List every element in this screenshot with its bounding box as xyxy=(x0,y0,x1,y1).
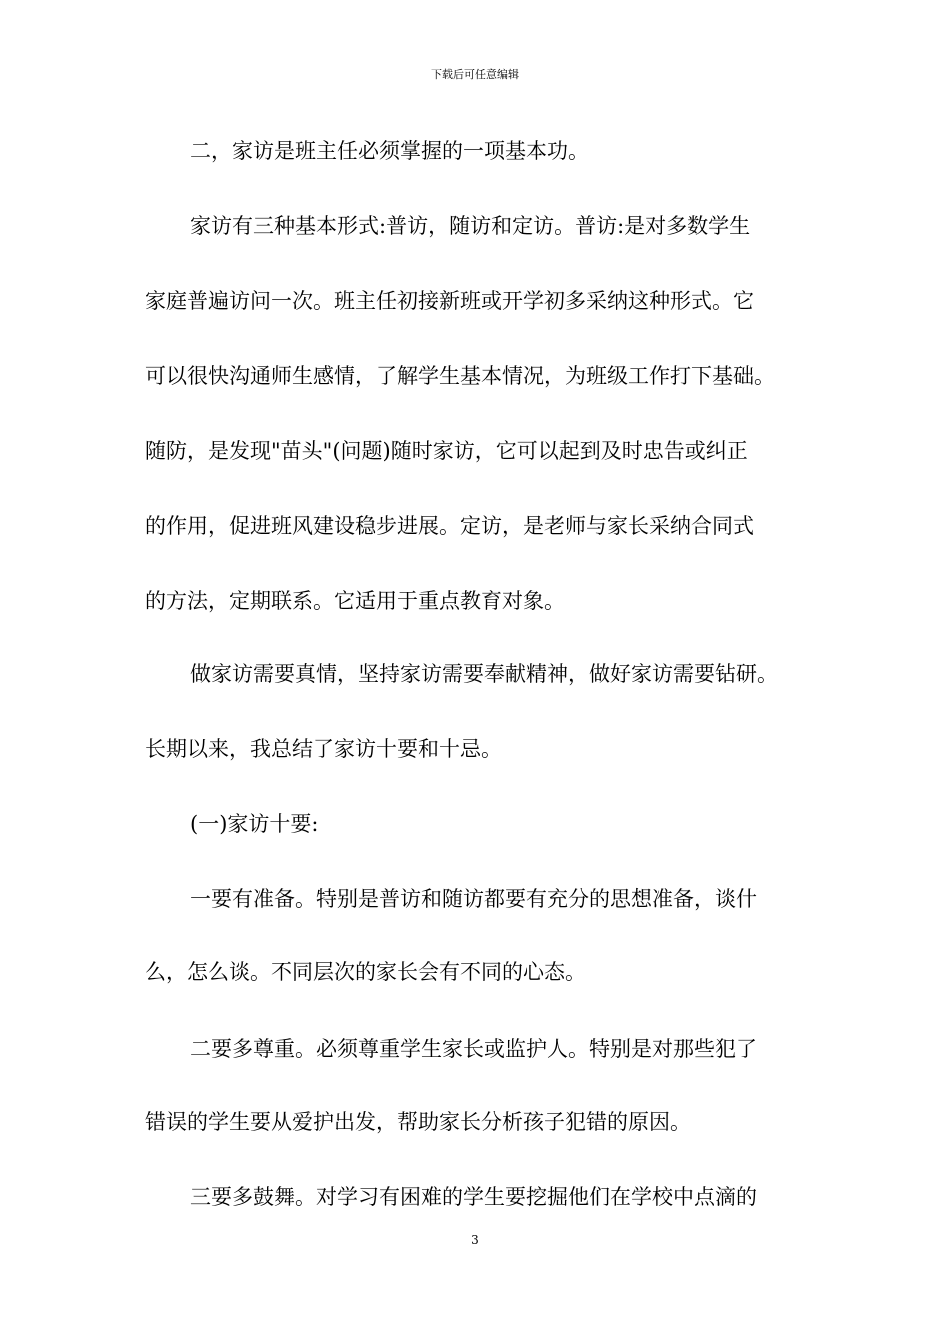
text-line: 家访有三种基本形式:普访，随访和定访。普访:是对多数学生 xyxy=(190,214,751,238)
text-line: 长期以来，我总结了家访十要和十忌。 xyxy=(145,737,502,761)
text-line: 么，怎么谈。不同层次的家长会有不同的心态。 xyxy=(145,960,586,984)
text-line: 随防，是发现"苗头"(问题)随时家访，它可以起到及时忠告或纠正 xyxy=(145,439,748,463)
text-line: 可以很快沟通师生感情，了解学生基本情况，为班级工作打下基础。 xyxy=(145,364,775,388)
page-number: 3 xyxy=(471,1233,479,1247)
text-line: 错误的学生要从爱护出发，帮助家长分析孩子犯错的原因。 xyxy=(145,1110,691,1134)
text-line: (一)家访十要: xyxy=(190,812,319,836)
text-line: 做家访需要真情，坚持家访需要奉献精神，做好家访需要钻研。 xyxy=(190,662,778,686)
text-line: 的作用，促进班风建设稳步进展。定访，是老师与家长采纳合同式 xyxy=(145,514,754,538)
text-line: 一要有准备。特别是普访和随访都要有充分的思想准备，谈什 xyxy=(190,887,757,911)
text-line: 二，家访是班主任必须掌握的一项基本功。 xyxy=(190,139,589,163)
page-header: 下载后可任意编辑 xyxy=(431,68,519,81)
text-line: 三要多鼓舞。对学习有困难的学生要挖掘他们在学校中点滴的 xyxy=(190,1185,757,1209)
text-line: 二要多尊重。必须尊重学生家长或监护人。特别是对那些犯了 xyxy=(190,1037,757,1061)
text-line: 家庭普遍访问一次。班主任初接新班或开学初多采纳这种形式。它 xyxy=(145,289,754,313)
text-line: 的方法，定期联系。它适用于重点教育对象。 xyxy=(145,589,565,613)
